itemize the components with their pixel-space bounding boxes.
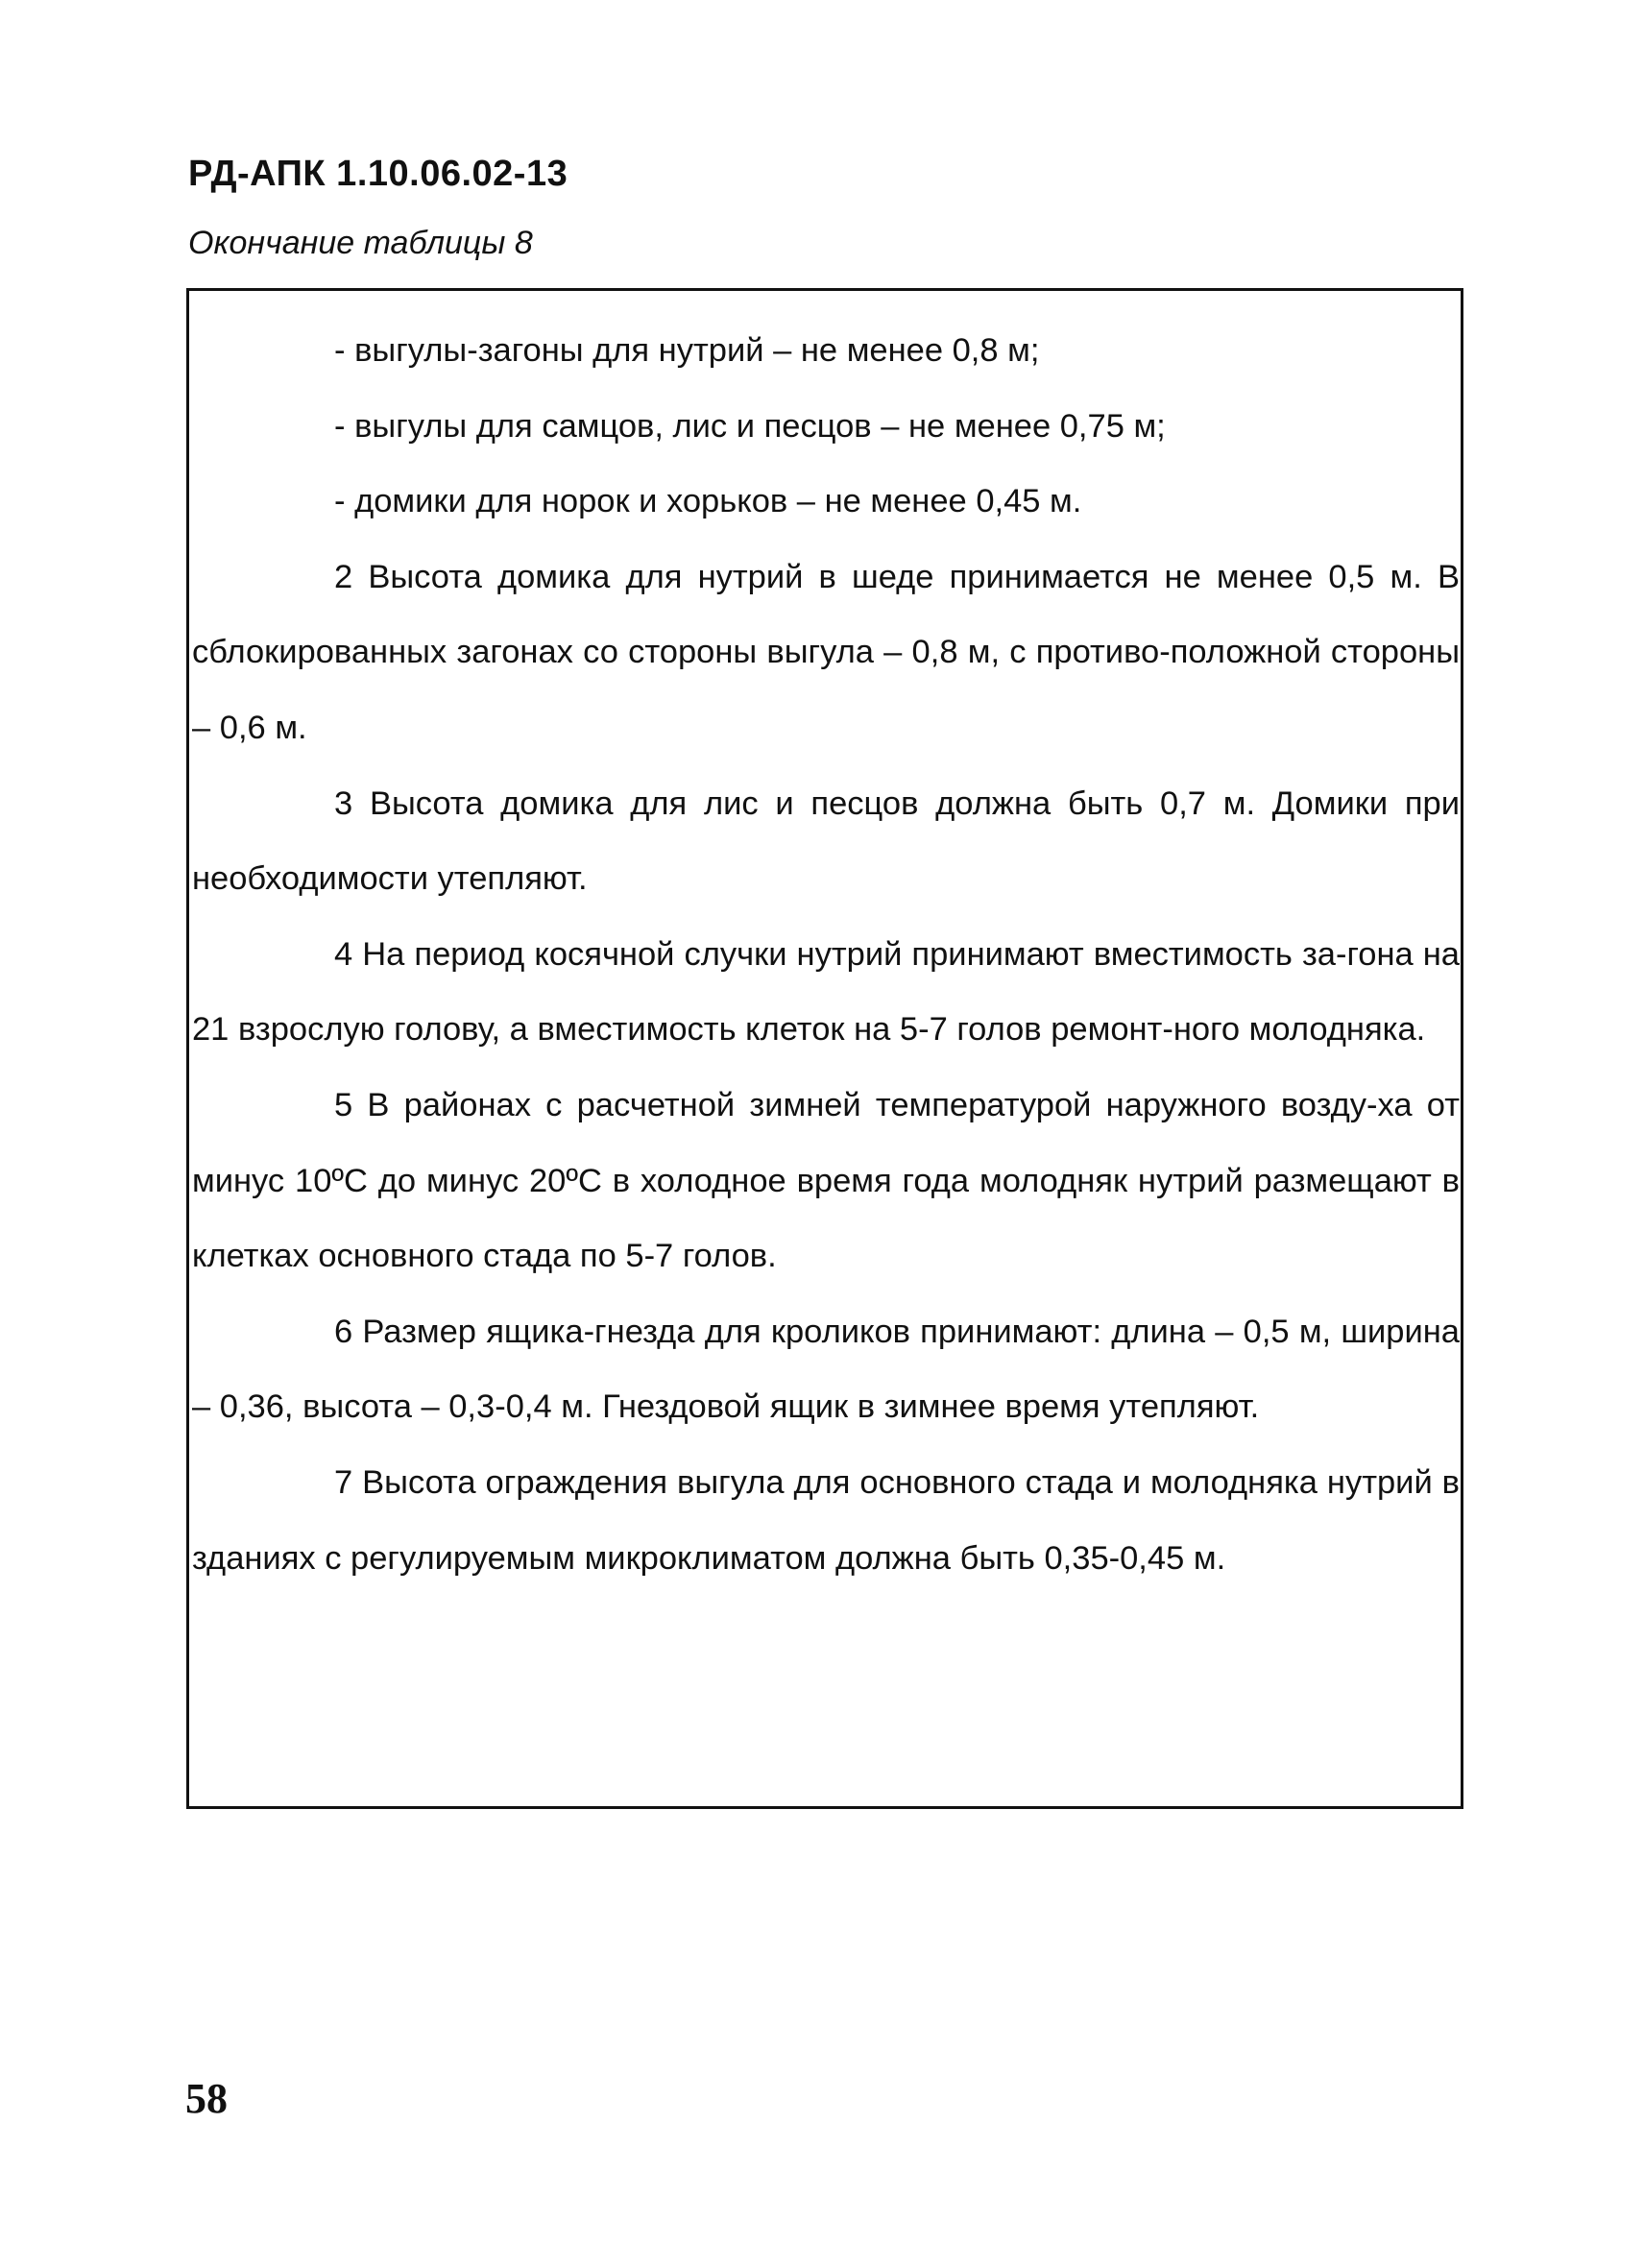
list-item-domiki-norki: - домики для норок и хорьков – не менее 0,45 м. <box>334 483 1082 520</box>
note-3: 3 Высота домика для лис и песцов должна быть 0,7 м. Домики при необходимости утепляют. <box>192 784 1460 898</box>
note-2: 2 Высота домика для нутрий в шеде принимается не менее 0,5 м. В сблокированных загонах со стороны выгула – 0,8 м, с противо-положной стороны – 0,6 м. <box>192 558 1460 746</box>
list-item-vygul-zagon: - выгулы-загоны для нутрий – не менее 0,8 м; <box>334 332 1040 369</box>
note-7: 7 Высота ограждения выгула для основного стада и молодняка нутрий в зданиях с регулируемым микроклиматом должна быть 0,35-0,45 м. <box>192 1463 1460 1577</box>
note-4: 4 На период косячной случки нутрий принимают вместимость за-гона на 21 взрослую голову, а вместимость клеток на 5-7 голов ремонт-ного молодняка. <box>192 935 1460 1049</box>
table-cell-content <box>192 313 1460 1596</box>
page-number: 58 <box>185 2075 228 2122</box>
note-5: 5 В районах с расчетной зимней температурой наружного возду-ха от минус 10ºС до минус 20ºС в холодное время года молодняк нутрий размещают в клетках основного стада по 5-7 голов. <box>192 1086 1460 1275</box>
list-item-vygul-samtsy: - выгулы для самцов, лис и песцов – не менее 0,75 м; <box>334 407 1166 445</box>
document-code: РД-АПК 1.10.06.02-13 <box>188 154 568 194</box>
table-caption: Окончание таблицы 8 <box>188 225 533 261</box>
note-6: 6 Размер ящика-гнезда для кроликов принимают: длина – 0,5 м, ширина – 0,36, высота – 0,3-0,4 м. Гнездовой ящик в зимнее время утепляют. <box>192 1313 1460 1426</box>
